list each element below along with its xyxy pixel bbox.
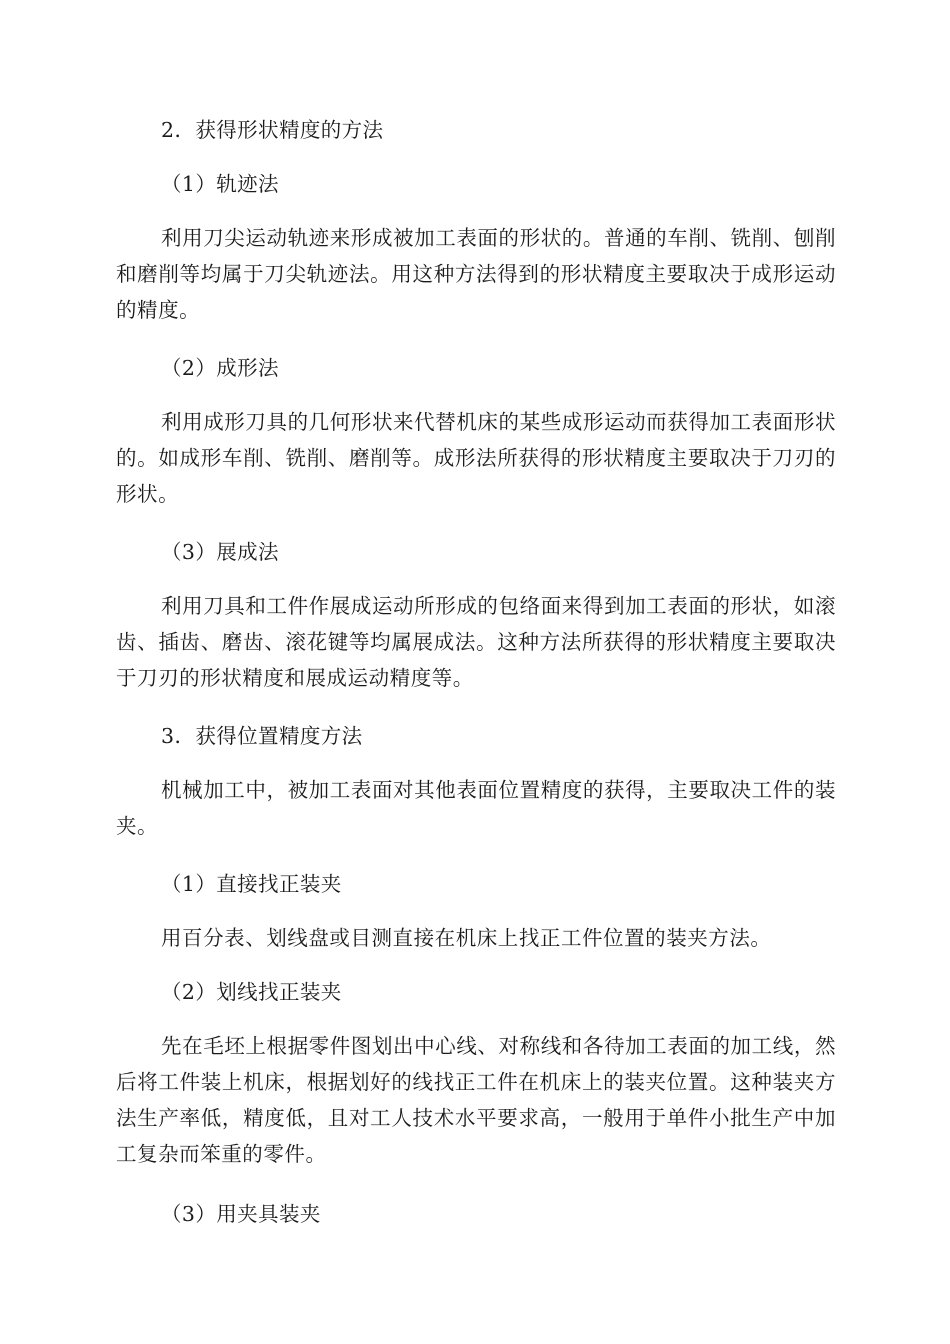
section-heading-2: 2．获得形状精度的方法 — [161, 118, 384, 142]
paragraph-direct-alignment: 用百分表、划线盘或目测直接在机床上找正工件位置的装夹方法。 — [161, 926, 772, 950]
subheading-direct-alignment: （1）直接找正装夹 — [161, 872, 342, 896]
section-heading-3: 3．获得位置精度方法 — [161, 724, 363, 748]
subheading-generating-method: （3）展成法 — [161, 540, 279, 564]
paragraph-forming-method: 利用成形刀具的几何形状来代替机床的某些成形运动而获得加工表面形状的。如成形车削、铣削、磨削等。成形法所获得的形状精度主要取决于刀刃的形状。 — [116, 410, 836, 506]
subheading-trajectory-method: （1）轨迹法 — [161, 172, 279, 196]
paragraph-position-accuracy: 机械加工中，被加工表面对其他表面位置精度的获得，主要取决工件的装夹。 — [116, 778, 836, 838]
subheading-forming-method: （2）成形法 — [161, 356, 279, 380]
paragraph-trajectory-method: 利用刀尖运动轨迹来形成被加工表面的形状的。普通的车削、铣削、刨削和磨削等均属于刀尖轨迹法。用这种方法得到的形状精度主要取决于成形运动的精度。 — [116, 226, 836, 322]
paragraph-marking-alignment: 先在毛坯上根据零件图划出中心线、对称线和各待加工表面的加工线，然后将工件装上机床，根据划好的线找正工件在机床上的装夹位置。这种装夹方法生产率低，精度低，且对工人技术水平要求高，一般用于单件小批生产中加工复杂而笨重的零件。 — [116, 1034, 836, 1166]
subheading-marking-alignment: （2）划线找正装夹 — [161, 980, 342, 1004]
paragraph-generating-method: 利用刀具和工件作展成运动所形成的包络面来得到加工表面的形状，如滚齿、插齿、磨齿、滚花键等均属展成法。这种方法所获得的形状精度主要取决于刀刃的形状精度和展成运动精度等。 — [116, 594, 836, 690]
subheading-fixture-clamping: （3）用夹具装夹 — [161, 1202, 321, 1226]
